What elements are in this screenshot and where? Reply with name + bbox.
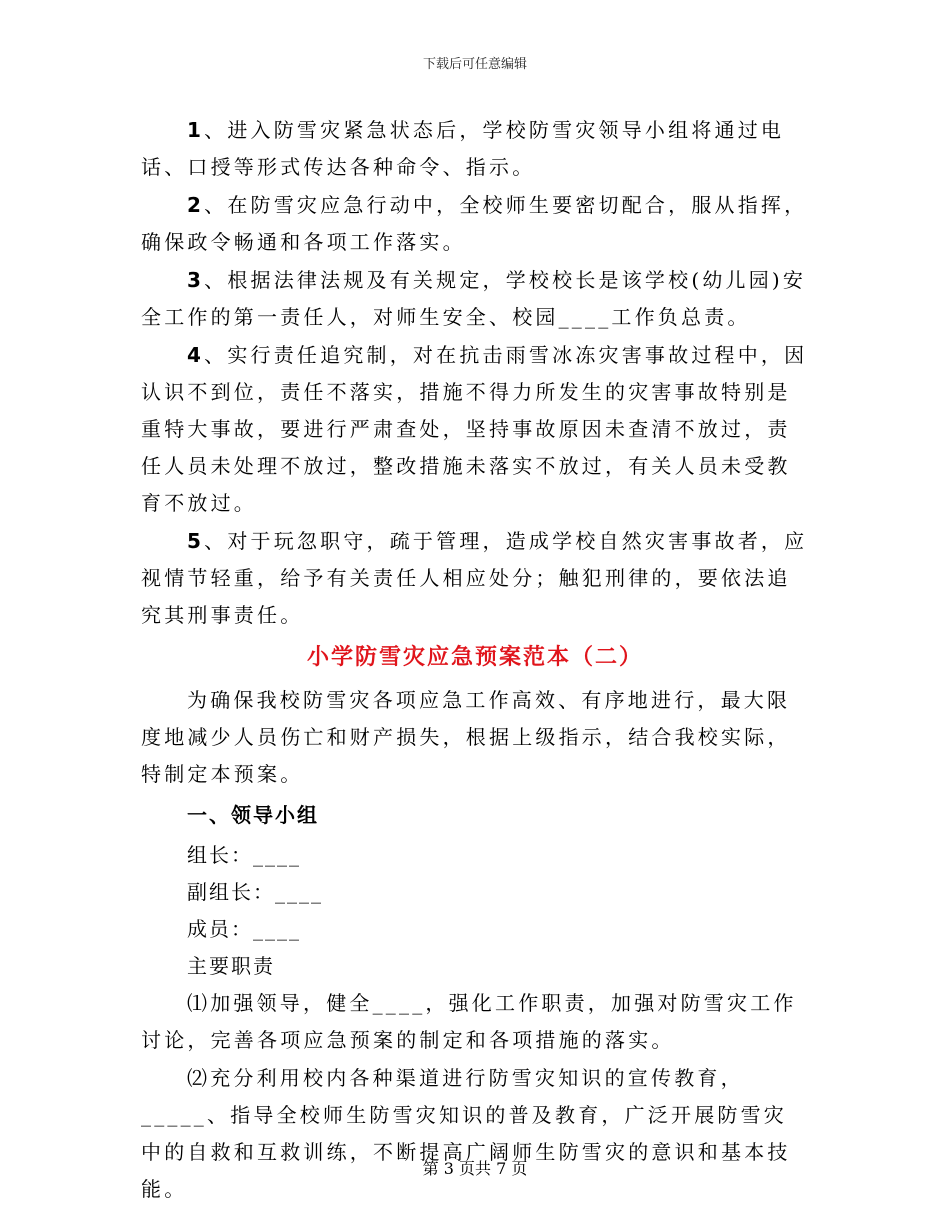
list-item — [141, 112, 809, 186]
item-number: 5 — [187, 529, 205, 553]
document-body — [141, 112, 809, 1209]
item-number: 3 — [187, 268, 205, 292]
list-item — [141, 262, 809, 336]
section-title: 小学防雪灾应急预案范本（二） — [306, 645, 643, 670]
duties-label: 主要职责 — [187, 954, 275, 978]
item-text: 、实行责任追究制，对在抗击雨雪冰冻灾害事故过程中，因认识不到位，责任不落实，措施不得力所发生的灾害事故特别是重特大事故，要进行严肃查处，坚持事故原因未查清不放过，责任人员未处理不放过，整改措施未落实不放过，有关人员未受教育不放过。 — [141, 343, 808, 515]
page-header: 下载后可任意编辑 — [422, 57, 527, 72]
item-text: 、进入防雪灾紧急状态后，学校防雪灾领导小组将通过电话、口授等形式传达各种命令、指示。 — [141, 118, 785, 179]
leader-line: 组长：____ — [187, 843, 301, 867]
item-number: 2 — [187, 193, 205, 217]
item-text: 、在防雪灾应急行动中，全校师生要密切配合，服从指挥，确保政令畅通和各项工作落实。 — [141, 193, 808, 254]
item-text: 、对于玩忽职守，疏于管理，造成学校自然灾害事故者，应视情节轻重，给予有关责任人相应处分；触犯刑律的，要依法追究其刑事责任。 — [141, 529, 808, 627]
page-footer: 第 3 页共 7 页 — [422, 1159, 528, 1178]
list-item — [141, 337, 809, 522]
section-heading: 一、领导小组 — [187, 803, 319, 827]
item-text: 、根据法律法规及有关规定，学校校长是该学校(幼儿园)安全工作的第一责任人，对师生安全、校园____工作负总责。 — [141, 268, 807, 329]
item-number: 4 — [187, 343, 205, 367]
duty-paragraph-1: ⑴加强领导，健全____，强化工作职责，加强对防雪灾工作讨论，完善各项应急预案的制定和各项措施的落实。 — [141, 991, 797, 1052]
list-item — [141, 523, 809, 634]
item-number: 1 — [187, 118, 205, 142]
duty-paragraph-2: ⑵充分利用校内各种渠道进行防雪灾知识的宣传教育，_____、指导全校师生防雪灾知识的普及教育，广泛开展防雪灾中的自救和互救训练，不断提高广阔师生防雪灾的意识和基本技能。 — [141, 1066, 791, 1201]
list-item — [141, 187, 809, 261]
intro-paragraph: 为确保我校防雪灾各项应急工作高效、有序地进行，最大限度地减少人员伤亡和财产损失，根据上级指示，结合我校实际，特制定本预案。 — [141, 688, 791, 786]
members-line: 成员：____ — [187, 917, 301, 941]
deputy-leader-line: 副组长：____ — [187, 880, 323, 904]
